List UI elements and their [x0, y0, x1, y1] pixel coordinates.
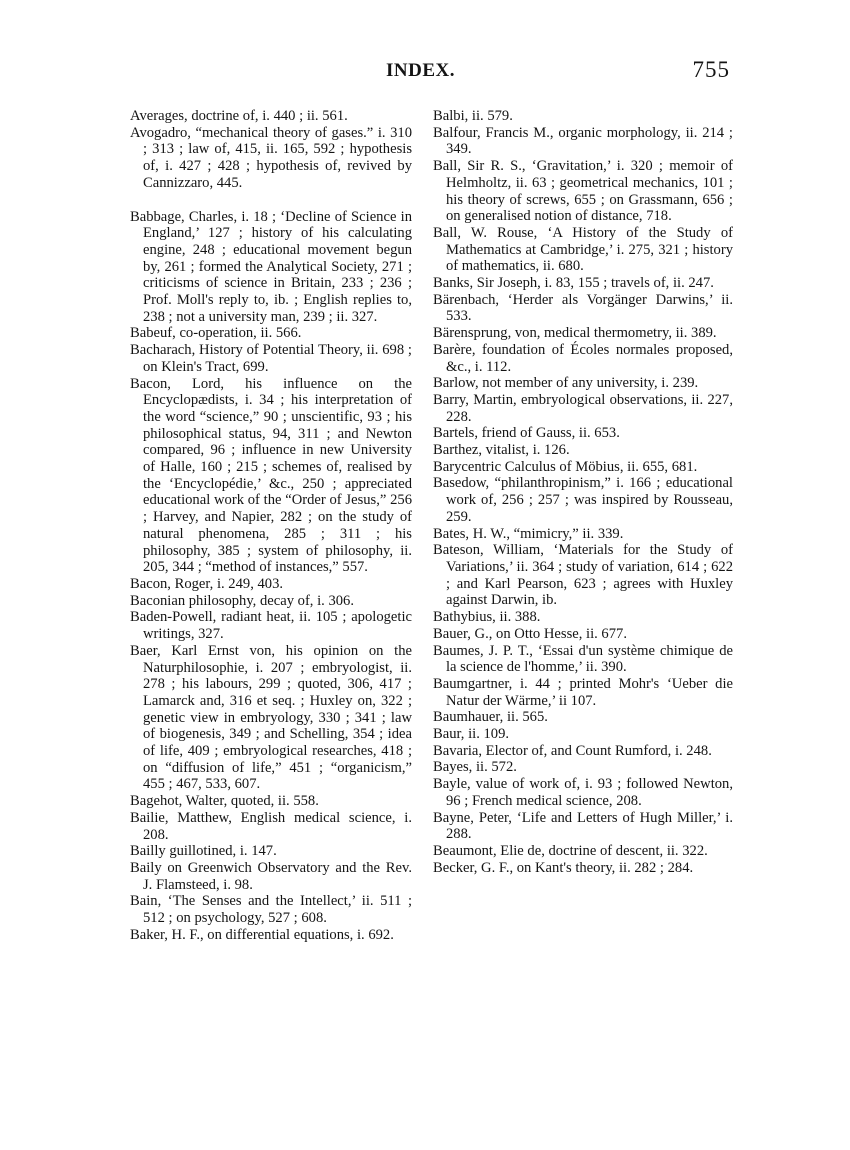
index-entry: Babeuf, co-operation, ii. 566.	[130, 325, 302, 342]
index-entry: Bates, H. W., “mimicry,” ii. 339.	[433, 525, 624, 542]
index-entry: Baily on Greenwich Observatory and the Rev. J. Flamsteed, i. 98.	[130, 859, 412, 893]
index-entry: Becker, G. F., on Kant's theory, ii. 282 ; 284.	[433, 859, 694, 876]
index-entry: Bateson, William, ‘Materials for the Study of Variations,’ ii. 364 ; study of variation, 614 ; 622 ; and Karl Pearson, 623 ; agrees with Huxley against Darwin, ib.	[433, 542, 733, 609]
index-entry: Baden-Powell, radiant heat, ii. 105 ; apologetic writings, 327.	[130, 609, 412, 643]
index-entry: Barthez, vitalist, i. 126.	[433, 442, 570, 459]
page-header	[0, 57, 850, 90]
index-entry: Barycentric Calculus of Möbius, ii. 655, 681.	[433, 458, 698, 475]
running-title: INDEX.	[386, 60, 455, 81]
index-entry: Ball, W. Rouse, ‘A History of the Study of Mathematics at Cambridge,’ i. 275, 321 ; history of mathematics, ii. 680.	[433, 224, 733, 275]
index-entry: Bauer, G., on Otto Hesse, ii. 677.	[433, 625, 627, 642]
index-entry: Baur, ii. 109.	[433, 726, 510, 743]
index-entry: Banks, Sir Joseph, i. 83, 155 ; travels of, ii. 247.	[433, 275, 714, 292]
index-entry: Bailly guillotined, i. 147.	[130, 843, 277, 860]
index-entry: Averages, doctrine of, i. 440 ; ii. 561.	[130, 108, 348, 124]
index-entry: Baumgartner, i. 44 ; printed Mohr's ‘Ueber die Natur der Wärme,’ ii 107.	[433, 675, 733, 709]
index-entry: Baker, H. F., on differential equations, i. 692.	[130, 926, 394, 943]
index-entry: Bailie, Matthew, English medical science, i. 208.	[130, 809, 412, 843]
index-entry: Baumes, J. P. T., ‘Essai d'un système chimique de la science de l'homme,’ ii. 390.	[433, 642, 733, 676]
index-entry: Bavaria, Elector of, and Count Rumford, i. 248.	[433, 742, 712, 759]
index-entry: Bartels, friend of Gauss, ii. 653.	[433, 425, 620, 442]
index-entry: Balfour, Francis M., organic morphology, ii. 214 ; 349.	[433, 124, 733, 158]
page-number: 755	[692, 57, 730, 82]
index-entry: Bagehot, Walter, quoted, ii. 558.	[130, 793, 319, 810]
index-entry: Bayne, Peter, ‘Life and Letters of Hugh Miller,’ i. 288.	[433, 809, 733, 843]
index-entry: Basedow, “philanthropinism,” i. 166 ; educational work of, 256 ; 257 ; was inspired by Rousseau, 259.	[433, 475, 733, 525]
index-entry: Beaumont, Elie de, doctrine of descent, ii. 322.	[433, 842, 708, 859]
index-entry: Barry, Martin, embryological observations, ii. 227, 228.	[433, 391, 733, 425]
index-column-left	[130, 108, 412, 943]
index-entry: Baer, Karl Ernst von, his opinion on the Naturphilosophie, i. 207 ; embryologist, ii. 278 ; his labours, 299 ; quoted, 306, 417 ; Lamarck and, 316 et seq. ; Huxley on, 322 ; genetic view in embryology, 330 ; 341 ; law of biogenesis, 349 ; and Schelling, 354 ; idea of life, 409 ; embryological researches, 418 ; on “diffusion of life,” 451 ; “organicism,” 455 ; 467, 533, 607.	[130, 642, 412, 793]
index-entry: Ball, Sir R. S., ‘Gravitation,’ i. 320 ; memoir of Helmholtz, ii. 63 ; geometrical mechanics, 101 ; his theory of screws, 655 ; on Grassmann, 656 ; on generalised notion of distance, 718.	[433, 158, 733, 225]
index-entry: Balbi, ii. 579.	[433, 108, 513, 124]
index-entry: Bärenbach, ‘Herder als Vorgänger Darwins,’ ii. 533.	[433, 291, 733, 325]
index-entry: Avogadro, “mechanical theory of gases.” i. 310 ; 313 ; law of, 415, ii. 165, 592 ; hypothesis of, i. 427 ; 428 ; hypothesis of, revived by Cannizzaro, 445.	[130, 124, 412, 191]
index-entry: Barère, foundation of Écoles normales proposed, &c., i. 112.	[433, 341, 733, 375]
index-entry: Baumhauer, ii. 565.	[433, 709, 548, 726]
index-entry: Baconian philosophy, decay of, i. 306.	[130, 592, 354, 609]
index-entry: Bacon, Lord, his influence on the Encyclopædists, i. 34 ; his interpretation of the word “science,” 90 ; unscientific, 93 ; his philosophical status, 94, 311 ; and Newton compared, 96 ; influence in new University of Halle, 160 ; 215 ; schemes of, realised by the ‘Encyclopédie,’ &c., 250 ; appreciated educational work of the “Order of Jesus,” 256 ; Harvey, and Napier, 282 ; on the study of natural phenomena, 285 ; 311 ; his philosophy, 385 ; system of philosophy, ii. 205, 344 ; “method of instances,” 557.	[130, 375, 412, 576]
index-entry: Bacharach, History of Potential Theory, ii. 698 ; on Klein's Tract, 699.	[130, 342, 412, 375]
index-entry: Bathybius, ii. 388.	[433, 609, 541, 626]
index-entry: Bain, ‘The Senses and the Intellect,’ ii. 511 ; 512 ; on psychology, 527 ; 608.	[130, 893, 412, 927]
index-column-right	[433, 108, 733, 876]
index-entry: Barlow, not member of any university, i. 239.	[433, 375, 699, 392]
index-entry: Bärensprung, von, medical thermometry, ii. 389.	[433, 325, 717, 342]
index-entry: Bacon, Roger, i. 249, 403.	[130, 575, 284, 592]
index-entry: Bayle, value of work of, i. 93 ; followed Newton, 96 ; French medical science, 208.	[433, 776, 733, 809]
index-entry: Bayes, ii. 572.	[433, 759, 517, 776]
index-entry: Babbage, Charles, i. 18 ; ‘Decline of Science in England,’ 127 ; history of his calculating engine, 248 ; educational movement begun by, 261 ; formed the Analytical Society, 271 ; criticisms of science in Britain, 233 ; 236 ; Prof. Moll's reply to, ib. ; English replies to, 238 ; not a university man, 239 ; ii. 327.	[130, 208, 412, 325]
